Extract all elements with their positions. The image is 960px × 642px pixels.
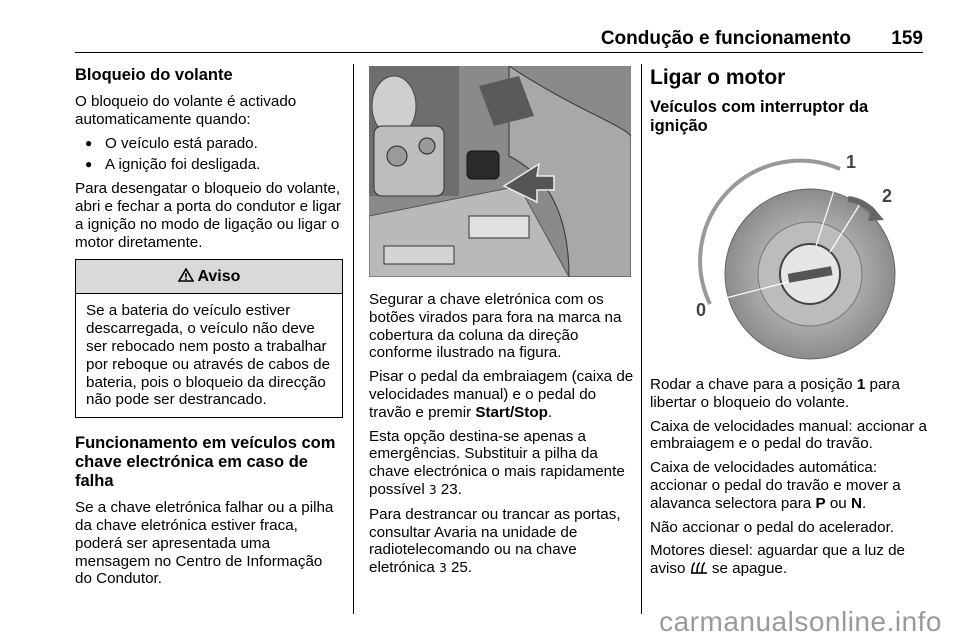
text-run: Para destrancar ou trancar as portas, consultar Avaria na unidade de radiotelecomando ou na chave eletrónica xyxy=(369,505,621,577)
ignition-switch-diagram xyxy=(670,144,900,364)
text-run: Motores diesel: aguardar que a luz de aviso xyxy=(650,542,905,578)
paragraph xyxy=(650,459,930,512)
paragraph xyxy=(369,428,635,500)
position-1-label: 1 xyxy=(846,152,857,172)
text-run: Caixa de velocidades automática: accionar o pedal do travão e mover a alavanca selectora para xyxy=(650,459,901,512)
warning-text: Se a bateria do veículo estiver descarregada, o veículo não deve ser rebocado nem posto a trabalhar por reboque ou através de cabos de bateria, pois o bloqueio da direcção não pode ser destrancado. xyxy=(86,302,331,409)
page-number: 159 xyxy=(891,28,923,49)
paragraph xyxy=(650,542,930,578)
text-run: . xyxy=(547,403,553,421)
header-rule xyxy=(75,52,923,53)
warning-triangle-icon xyxy=(178,268,198,285)
paragraph: Caixa de velocidades manual: accionar a embraiagem e o pedal do travão. xyxy=(650,417,927,453)
section-title: Ligar o motor xyxy=(650,66,786,89)
page-ref: 25. xyxy=(446,559,473,577)
gear-p: P xyxy=(815,494,826,512)
list-item: ● O veículo está parado. xyxy=(75,135,343,153)
paragraph xyxy=(369,506,635,578)
watermark: carmanualsonline.info xyxy=(659,606,942,637)
text-run: ou xyxy=(825,494,851,512)
start-stop-label: Start/Stop xyxy=(475,403,548,421)
column-3 xyxy=(650,66,930,584)
position-2-label: 2 xyxy=(882,186,893,206)
bullet-list xyxy=(75,135,343,175)
glow-plug-icon xyxy=(690,560,708,577)
column-divider xyxy=(353,64,354,614)
paragraph: Não accionar o pedal do acelerador. xyxy=(650,518,895,536)
section-heading: Bloqueio do volante xyxy=(75,66,233,84)
warning-header xyxy=(76,260,342,294)
warning-box xyxy=(75,259,343,418)
list-item: ● A ignição foi desligada. xyxy=(75,156,343,174)
text-run: Rodar a chave para a posição xyxy=(650,376,857,393)
column-2 xyxy=(369,66,635,584)
text-run: Pisar o pedal da embraiagem (caixa de velocidades manual) e o pedal do travão e premir xyxy=(369,368,634,421)
page-ref-icon: 3 xyxy=(428,482,437,497)
paragraph: Segurar a chave eletrónica com os botões virados para fora na marca na cobertura da coluna da direção conforme ilustrado na figura. xyxy=(369,291,622,362)
page-header xyxy=(75,28,923,54)
column-divider xyxy=(641,64,642,614)
section-heading: Funcionamento em veículos com chave electrónica em caso de falha xyxy=(75,434,336,491)
position-0-label: 0 xyxy=(696,300,707,320)
section-subheading: Veículos com interruptor da ignição xyxy=(650,98,869,135)
text-run: para libertar o bloqueio do volante. xyxy=(650,376,900,411)
paragraph xyxy=(369,368,635,421)
gear-n: N xyxy=(850,494,862,512)
text-run: Esta opção destina-se apenas a emergências. Substituir a pilha da chave electrónica o mais rapidamente possível xyxy=(369,427,625,498)
steering-column-photo xyxy=(369,66,631,277)
warning-title: Aviso xyxy=(197,268,241,286)
page-ref: 23. xyxy=(436,480,462,498)
text-run: . xyxy=(861,494,867,512)
page-ref-icon: 3 xyxy=(439,561,447,576)
paragraph: Para desengatar o bloqueio do volante, abri e fechar a porta do condutor e ligar a ignição no modo de ligação ou ligar o motor diretamente. xyxy=(75,180,341,251)
paragraph: Se a chave eletrónica falhar ou a pilha da chave eletrónica estiver fraca, poderá ser apresentada uma mensagem no Centro de Informação do Condutor. xyxy=(75,499,334,588)
header-title: Condução e funcionamento xyxy=(600,28,851,49)
position-number: 1 xyxy=(856,376,866,393)
column-1 xyxy=(75,66,343,594)
paragraph xyxy=(650,376,930,412)
paragraph: O bloqueio do volante é activado automaticamente quando: xyxy=(75,93,297,128)
text-run: se apague. xyxy=(707,560,788,578)
